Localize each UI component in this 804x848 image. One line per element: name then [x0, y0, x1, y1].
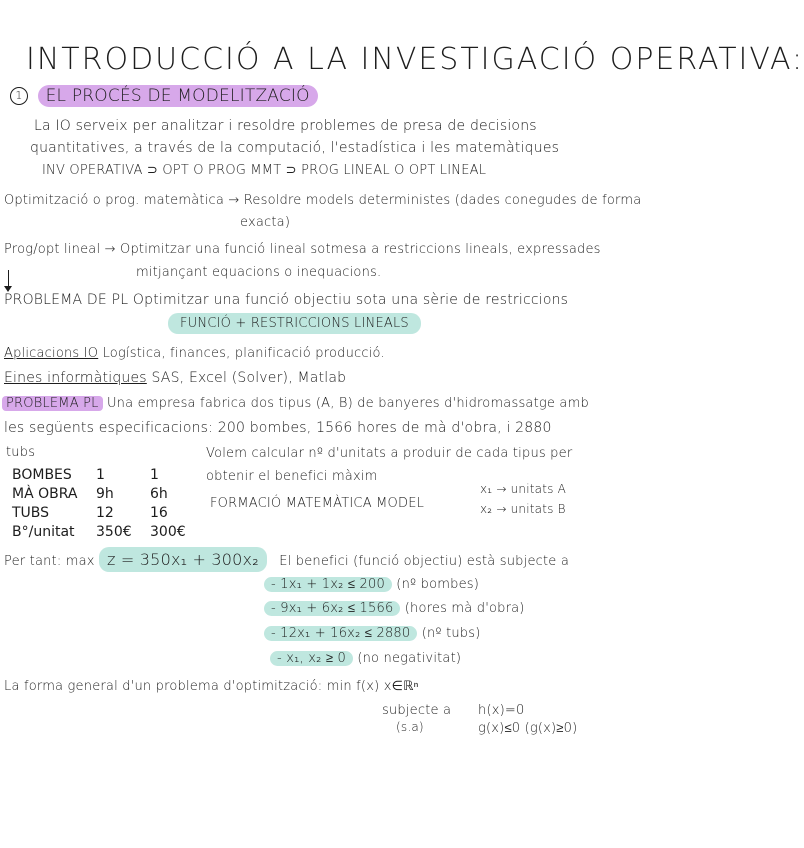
arrow-down-icon — [8, 270, 9, 290]
aplicacions-line — [4, 346, 385, 361]
page-title: INTRODUCCIÓ A LA INVESTIGACIÓ OPERATIVA: — [26, 42, 804, 77]
funcio-restriccions-highlight: FUNCIÓ + RESTRICCIONS LINEALS — [168, 313, 421, 334]
intro-line-3: INV OPERATIVA ⊃ OPT O PROG MMT ⊃ PROG LINEAL O OPT LINEAL — [42, 163, 487, 178]
optimitzacio-line-1: Optimització o prog. matemàtica → Resoldre models deterministes (dades conegudes de forma — [4, 193, 642, 208]
objectiu-line — [4, 550, 569, 569]
table-cell: 1 — [150, 467, 159, 483]
section-heading — [10, 86, 318, 106]
restriccio-note: (nº bombes) — [396, 577, 480, 592]
restriccio-4 — [270, 650, 461, 666]
restriccio-note: (no negativitat) — [357, 651, 462, 666]
table-cell: 16 — [150, 505, 168, 521]
restriccio-note: (hores mà d'obra) — [404, 601, 525, 616]
restriccio-expr: - 1x₁ + 1x₂ ≤ 200 — [264, 577, 392, 592]
objectiu-formula: z = 350x₁ + 300x₂ — [99, 547, 267, 572]
problema-pl-lead: PROBLEMA DE PL — [4, 292, 129, 308]
formacio-model: FORMACIÓ MATEMÀTICA MODEL — [210, 496, 425, 511]
prog-lineal-line-1: Prog/opt lineal → Optimitzar una funció lineal sotmesa a restriccions lineals, expressades — [4, 242, 601, 257]
problema-pl-definition — [4, 292, 568, 308]
aplicacions-text: Logística, finances, planificació producció. — [102, 346, 385, 361]
objectiu-prefix: Per tant: max — [4, 554, 95, 569]
eines-line — [4, 370, 346, 386]
section-number: 1 — [10, 87, 28, 105]
problema-line-2: les següents especificacions: 200 bombes, 1566 hores de mà d'obra, i 2880 — [4, 420, 552, 436]
problema-pl-text: Optimitzar una funció objectiu sota una sèrie de restriccions — [132, 292, 569, 308]
problema-text-1: Una empresa fabrica dos tipus (A, B) de banyeres d'hidromassatge amb — [106, 396, 589, 411]
table-cell: 350€ — [96, 524, 132, 540]
restriccio-2 — [264, 600, 525, 616]
funcio-restriccions — [168, 316, 421, 331]
problema-right-1: Volem calcular nº d'unitats a produir de cada tipus per — [206, 446, 573, 461]
var-x1: x₁ → unitats A — [480, 482, 566, 496]
restriccio-expr: - 9x₁ + 6x₂ ≤ 1566 — [264, 601, 400, 616]
problema-line-1 — [2, 396, 589, 411]
prog-lineal-line-2: mitjançant equacions o inequacions. — [136, 265, 382, 280]
restriccio-1 — [264, 576, 479, 592]
intro-line-1: La IO serveix per analitzar i resoldre problemes de presa de decisions — [34, 118, 537, 134]
table-label-bombes: BOMBES — [12, 467, 72, 483]
forma-general-line: La forma general d'un problema d'optimització: min f(x) x∈ℝⁿ — [4, 679, 419, 694]
restriccio-3 — [264, 625, 481, 641]
restriccio-expr: - x₁, x₂ ≥ 0 — [270, 651, 353, 666]
intro-line-2: quantitatives, a través de la computació, l'estadística i les matemàtiques — [30, 140, 560, 156]
table-cell: 12 — [96, 505, 114, 521]
table-cell: 6h — [150, 486, 168, 502]
table-cell: 1 — [96, 467, 105, 483]
eines-text: SAS, Excel (Solver), Matlab — [151, 370, 347, 386]
table-cell: 9h — [96, 486, 114, 502]
optimitzacio-line-2: exacta) — [240, 215, 291, 230]
table-label-tubs: TUBS — [12, 505, 50, 521]
objectiu-suffix: El benefici (funció objectiu) està subjecte a — [279, 554, 569, 569]
table-labels — [12, 466, 92, 542]
var-x2: x₂ → unitats B — [480, 502, 566, 516]
table-col-a — [96, 466, 136, 542]
subjecte-tag: (s.a) — [396, 720, 424, 734]
problema-line-3: tubs — [6, 445, 36, 460]
subjecte-label: subjecte a — [382, 703, 452, 718]
constraint-g: g(x)≤0 (g(x)≥0) — [478, 721, 578, 736]
restriccio-note: (nº tubs) — [421, 626, 481, 641]
constraint-h: h(x)=0 — [478, 703, 525, 718]
restriccio-expr: - 12x₁ + 16x₂ ≤ 2880 — [264, 626, 417, 641]
table-label-benefici: B°/unitat — [12, 524, 75, 540]
aplicacions-label: Aplicacions IO — [4, 346, 99, 361]
table-label-ma-obra: MÀ OBRA — [12, 486, 78, 502]
table-col-b — [150, 466, 194, 542]
eines-label: Eines informàtiques — [4, 370, 147, 386]
section-title: EL PROCÉS DE MODELITZACIÓ — [38, 85, 318, 107]
problema-right-2: obtenir el benefici màxim — [206, 469, 378, 484]
problema-label: PROBLEMA PL — [2, 396, 103, 411]
table-cell: 300€ — [150, 524, 186, 540]
